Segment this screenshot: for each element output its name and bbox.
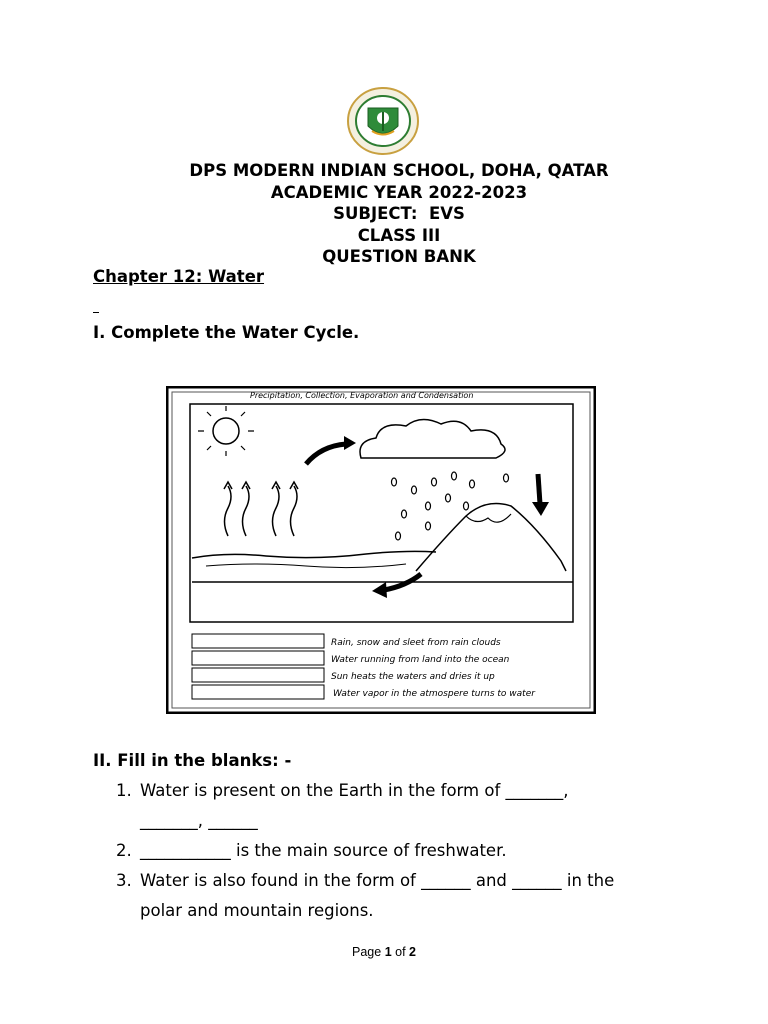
question-3 bbox=[116, 866, 615, 926]
section-1-title: I. Complete the Water Cycle. bbox=[93, 323, 360, 342]
description-3: Sun heats the waters and dries it up bbox=[331, 672, 495, 682]
question-text: ___________ is the main source of freshwater. bbox=[140, 841, 507, 860]
question-text: _______, ______ bbox=[140, 811, 258, 830]
description-1: Rain, snow and sleet from rain clouds bbox=[331, 638, 501, 648]
figure-caption: Precipitation, Collection, Evaporation and Condensation bbox=[250, 391, 474, 400]
academic-year: ACADEMIC YEAR 2022-2023 bbox=[270, 182, 528, 202]
question-number: 1. bbox=[116, 781, 132, 800]
subject: SUBJECT: EVS bbox=[333, 204, 465, 223]
question-number: 3. bbox=[116, 871, 132, 890]
school-crest-icon bbox=[346, 86, 420, 156]
document-header bbox=[0, 160, 768, 268]
question-text: polar and mountain regions. bbox=[140, 901, 374, 920]
description-2: Water running from land into the ocean bbox=[331, 655, 510, 665]
question-text: Water is also found in the form of ______ and ______ in the bbox=[140, 871, 615, 890]
page-middle: of bbox=[391, 945, 410, 959]
description-4: Water vapor in the atmospere turns to water bbox=[333, 689, 535, 699]
total-pages: 2 bbox=[409, 945, 416, 959]
water-cycle-diagram bbox=[166, 386, 596, 714]
question-2 bbox=[116, 836, 507, 866]
question-number: 2. bbox=[116, 841, 132, 860]
question-text: Water is present on the Earth in the form of _______, bbox=[140, 781, 569, 800]
page-prefix: Page bbox=[352, 945, 385, 959]
class-label: CLASS III bbox=[357, 225, 441, 245]
page-footer bbox=[0, 945, 768, 959]
chapter-title: Chapter 12: Water bbox=[93, 267, 265, 286]
section-2-title: II. Fill in the blanks: - bbox=[93, 751, 292, 770]
document-type: QUESTION BANK bbox=[322, 247, 476, 266]
divider bbox=[93, 312, 99, 313]
question-1 bbox=[116, 776, 569, 836]
current-page: 1 bbox=[384, 945, 392, 959]
school-name: DPS MODERN INDIAN SCHOOL, DOHA, QATAR bbox=[189, 161, 609, 180]
